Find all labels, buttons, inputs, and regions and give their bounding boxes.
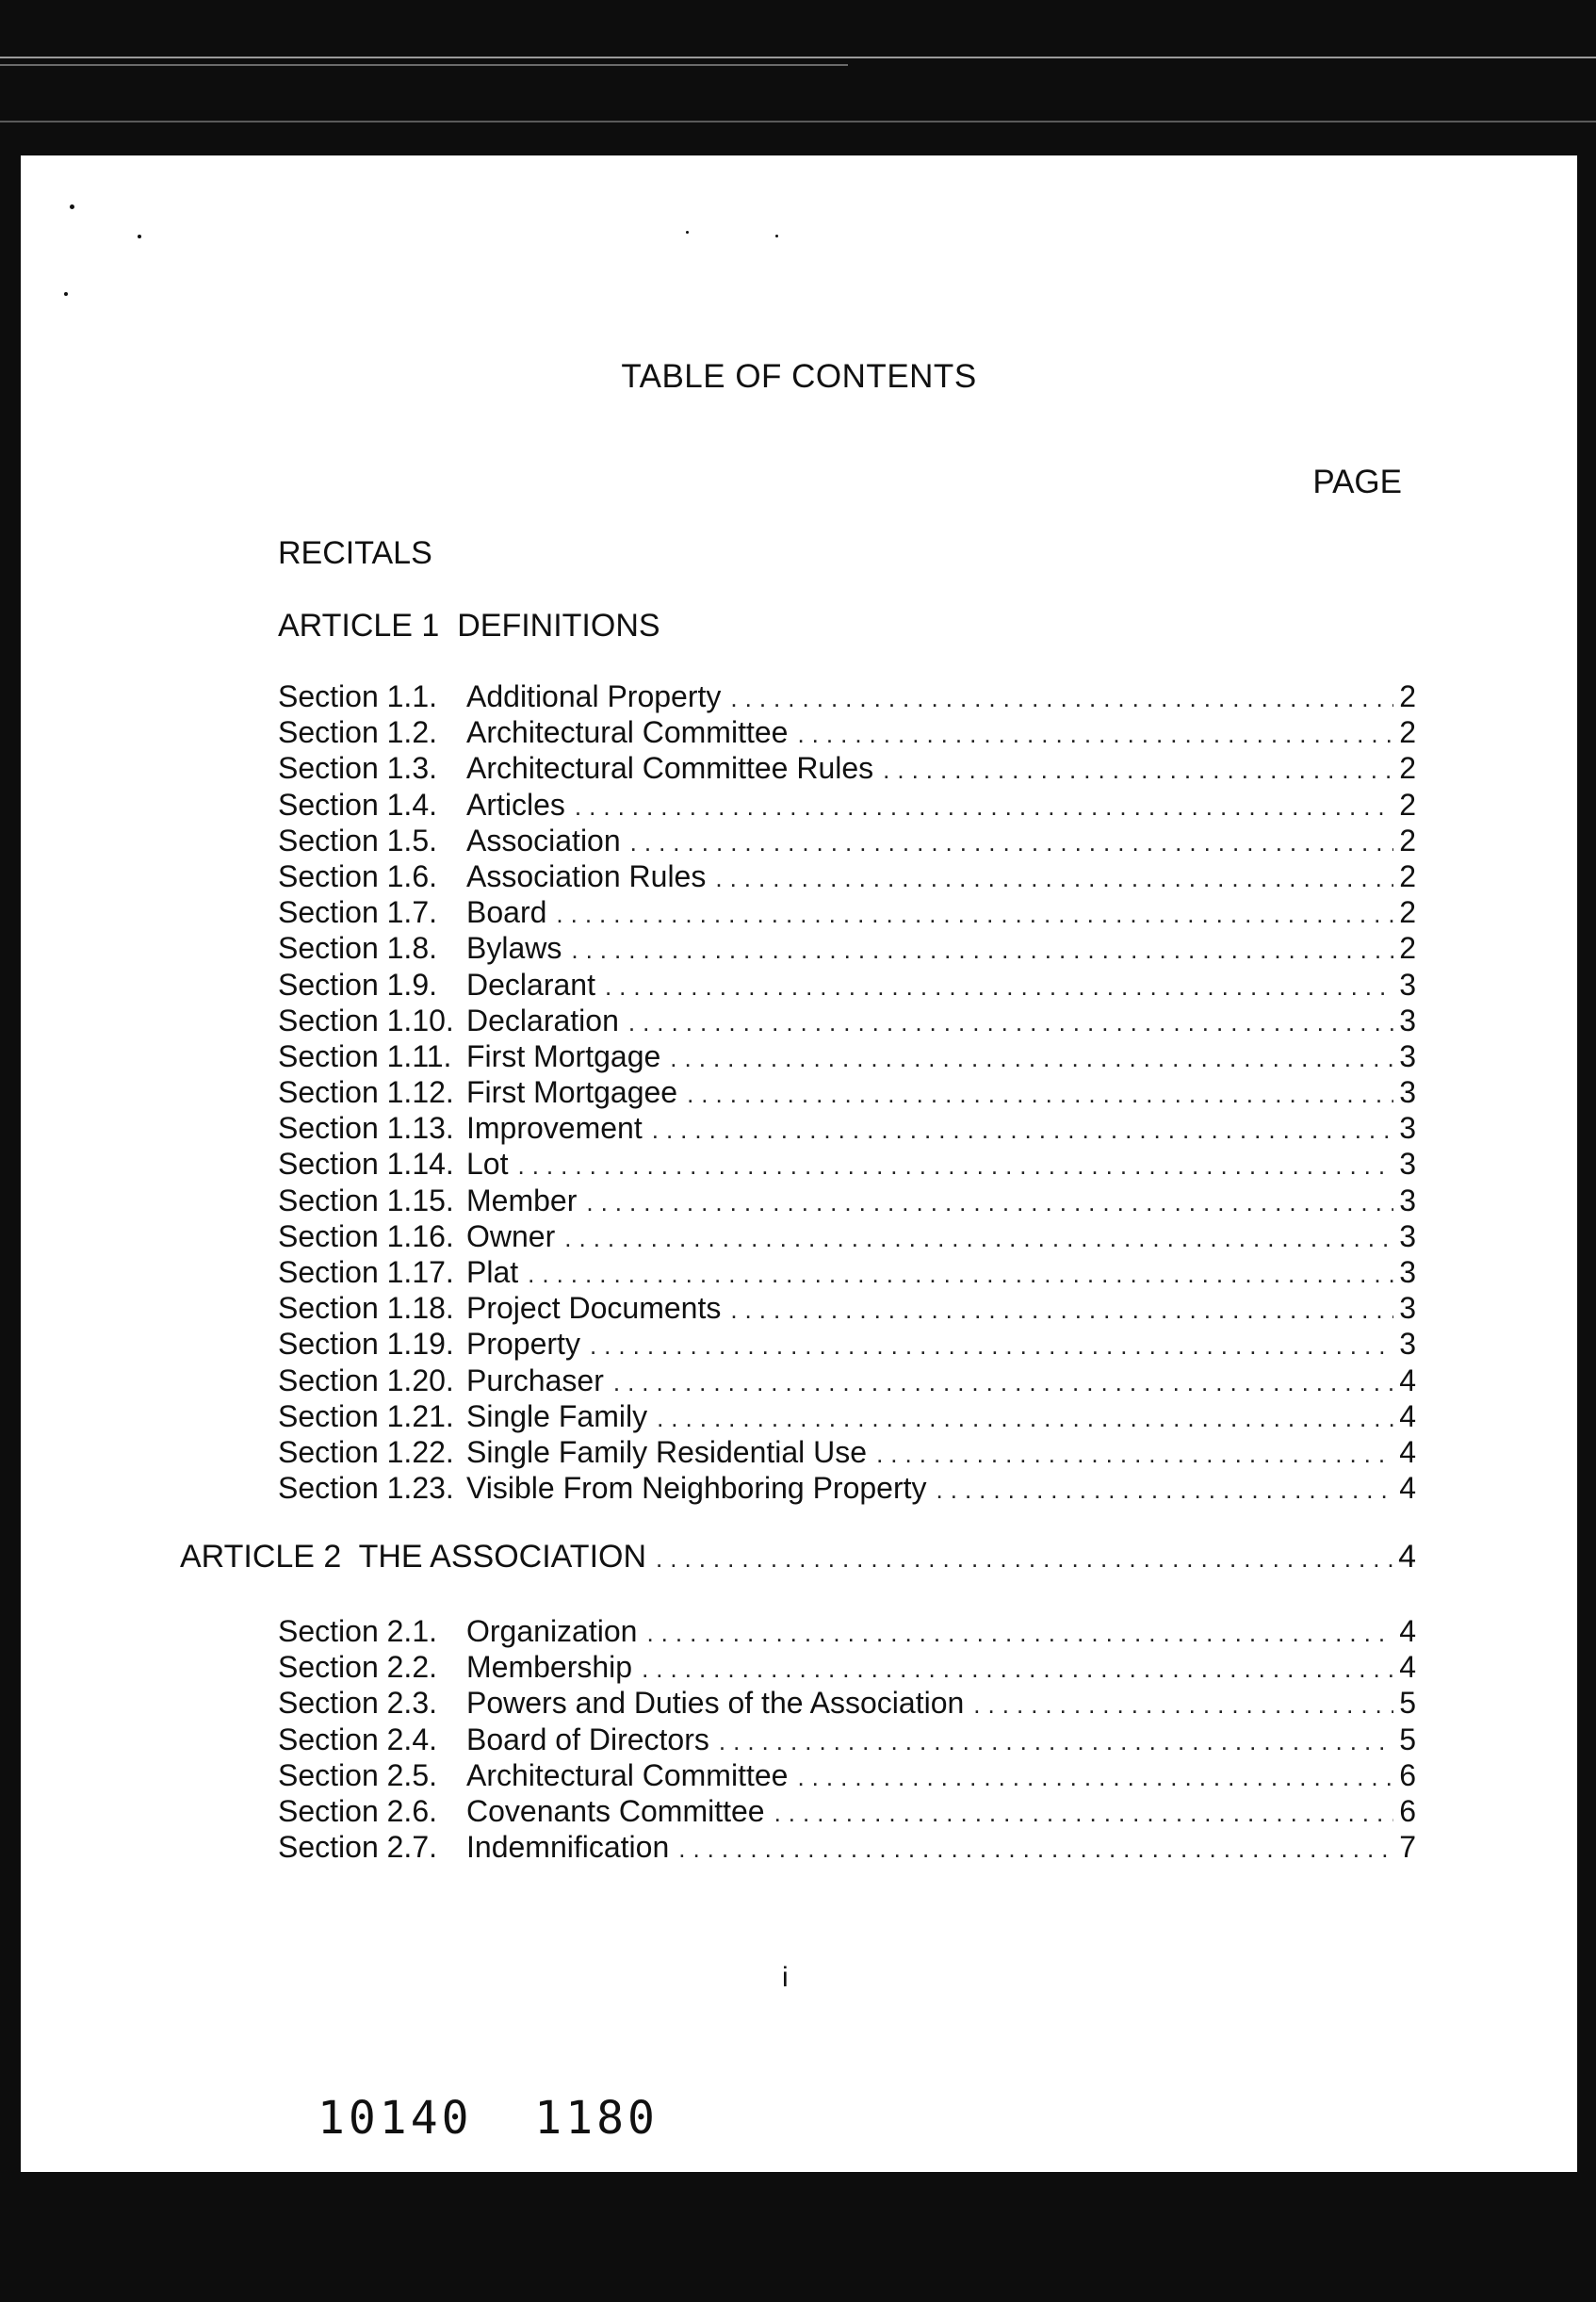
section-number: Section 1.22. bbox=[278, 1434, 454, 1469]
section-title: Purchaser bbox=[466, 1363, 604, 1397]
section-title: Property bbox=[466, 1327, 580, 1362]
section-title: Project Documents bbox=[466, 1291, 722, 1326]
section-title: Declarant bbox=[466, 967, 595, 1002]
section-number: Section 1.16. bbox=[278, 1218, 454, 1253]
section-page: 2 bbox=[1399, 787, 1416, 822]
dot-leader bbox=[657, 1404, 1393, 1433]
toc-row bbox=[278, 1614, 1416, 1650]
section-page: 6 bbox=[1399, 1793, 1416, 1828]
toc-row bbox=[278, 1471, 1416, 1507]
toc-row bbox=[278, 1327, 1416, 1363]
section-number: Section 1.5. bbox=[278, 823, 437, 857]
dot-leader bbox=[605, 972, 1393, 1002]
section-page: 2 bbox=[1399, 751, 1416, 786]
article-1-section-list bbox=[278, 679, 1416, 1507]
article-2-section-list bbox=[278, 1614, 1416, 1866]
dot-leader bbox=[876, 1440, 1393, 1469]
section-title: Single Family Residential Use bbox=[466, 1434, 868, 1469]
section-number: Section 1.9. bbox=[278, 967, 437, 1002]
section-title: Architectural Committee Rules bbox=[466, 751, 874, 786]
toc-row bbox=[278, 1435, 1416, 1471]
section-page: 6 bbox=[1399, 1757, 1416, 1792]
section-page: 3 bbox=[1399, 1003, 1416, 1037]
page-number: i bbox=[782, 1962, 789, 1993]
section-page: 3 bbox=[1399, 1183, 1416, 1217]
toc-row bbox=[278, 968, 1416, 1004]
section-number: Section 1.14. bbox=[278, 1147, 454, 1182]
section-title: Improvement bbox=[466, 1111, 643, 1146]
section-number: Section 1.18. bbox=[278, 1291, 454, 1326]
toc-row bbox=[278, 1111, 1416, 1147]
dot-leader bbox=[586, 1188, 1393, 1217]
section-title: Board of Directors bbox=[466, 1722, 709, 1756]
toc-row bbox=[278, 1147, 1416, 1183]
section-number: Section 1.3. bbox=[278, 751, 437, 786]
section-title: Powers and Duties of the Association bbox=[466, 1686, 965, 1721]
toc-row bbox=[278, 859, 1416, 895]
toc-row bbox=[278, 788, 1416, 824]
section-page: 4 bbox=[1399, 1363, 1416, 1397]
page-title: TABLE OF CONTENTS bbox=[621, 358, 977, 395]
toc-row bbox=[278, 895, 1416, 931]
toc-row bbox=[278, 931, 1416, 967]
section-number: Section 2.1. bbox=[278, 1614, 437, 1648]
page-column-label: PAGE bbox=[1312, 464, 1402, 500]
section-number: Section 2.3. bbox=[278, 1686, 437, 1721]
section-number: Section 2.5. bbox=[278, 1757, 437, 1792]
toc-row bbox=[278, 1722, 1416, 1758]
section-number: Section 1.7. bbox=[278, 895, 437, 930]
section-title: Visible From Neighboring Property bbox=[466, 1471, 927, 1506]
section-page: 3 bbox=[1399, 1291, 1416, 1326]
scan-border bbox=[0, 0, 1596, 155]
section-number: Section 2.4. bbox=[278, 1722, 437, 1756]
section-page: 2 bbox=[1399, 858, 1416, 893]
section-title: Board bbox=[466, 895, 547, 930]
dot-leader bbox=[628, 1008, 1393, 1037]
section-page: 3 bbox=[1399, 1327, 1416, 1362]
section-title: First Mortgage bbox=[466, 1038, 661, 1073]
section-title: Association bbox=[466, 823, 621, 857]
section-title: First Mortgagee bbox=[466, 1075, 678, 1110]
toc-row bbox=[278, 1255, 1416, 1291]
scan-speck bbox=[775, 235, 778, 237]
dot-leader bbox=[646, 1619, 1393, 1648]
section-page: 3 bbox=[1399, 1218, 1416, 1253]
dot-leader bbox=[656, 1544, 1393, 1574]
section-title: Single Family bbox=[466, 1398, 648, 1433]
dot-leader bbox=[575, 792, 1393, 822]
scan-speck bbox=[70, 204, 74, 209]
section-title: Member bbox=[466, 1183, 578, 1217]
dot-leader bbox=[630, 828, 1393, 857]
section-page: 3 bbox=[1399, 1038, 1416, 1073]
section-page: 3 bbox=[1399, 1111, 1416, 1146]
dot-leader bbox=[571, 936, 1393, 965]
dot-leader bbox=[556, 900, 1393, 929]
section-page: 2 bbox=[1399, 679, 1416, 713]
section-number: Section 1.12. bbox=[278, 1075, 454, 1110]
dot-leader bbox=[730, 1296, 1393, 1325]
section-page: 3 bbox=[1399, 967, 1416, 1002]
toc-row bbox=[278, 1830, 1416, 1866]
article-2-page: 4 bbox=[1398, 1539, 1416, 1575]
toc-row bbox=[180, 1539, 1416, 1580]
section-number: Section 1.19. bbox=[278, 1327, 454, 1362]
section-page: 3 bbox=[1399, 1075, 1416, 1110]
section-page: 3 bbox=[1399, 1255, 1416, 1289]
recitals-heading: RECITALS bbox=[278, 535, 432, 571]
toc-row bbox=[278, 751, 1416, 787]
section-page: 2 bbox=[1399, 715, 1416, 750]
toc-row bbox=[278, 715, 1416, 751]
toc-row bbox=[278, 1758, 1416, 1794]
section-page: 4 bbox=[1399, 1471, 1416, 1506]
section-title: Declaration bbox=[466, 1003, 619, 1037]
section-number: Section 1.6. bbox=[278, 858, 437, 893]
dot-leader bbox=[730, 684, 1393, 713]
section-title: Lot bbox=[466, 1147, 509, 1182]
dot-leader bbox=[774, 1799, 1393, 1828]
scan-artifact-line bbox=[0, 121, 1596, 122]
section-number: Section 1.23. bbox=[278, 1471, 454, 1506]
section-number: Section 1.21. bbox=[278, 1398, 454, 1433]
section-number: Section 1.20. bbox=[278, 1363, 454, 1397]
section-title: Indemnification bbox=[466, 1830, 670, 1865]
dot-leader bbox=[528, 1260, 1393, 1289]
document-stamp: 10140 1180 bbox=[318, 2092, 659, 2145]
dot-leader bbox=[613, 1368, 1393, 1397]
section-title: Plat bbox=[466, 1255, 519, 1289]
section-title: Bylaws bbox=[466, 931, 562, 966]
section-number: Section 1.11. bbox=[278, 1038, 452, 1073]
toc-row bbox=[278, 1219, 1416, 1255]
section-page: 2 bbox=[1399, 895, 1416, 930]
toc-row bbox=[278, 1363, 1416, 1399]
toc-row bbox=[278, 1039, 1416, 1075]
toc-row bbox=[278, 1650, 1416, 1686]
section-title: Owner bbox=[466, 1218, 556, 1253]
dot-leader bbox=[687, 1080, 1393, 1109]
scan-speck bbox=[686, 231, 689, 234]
scan-artifact-line bbox=[0, 57, 1596, 58]
section-title: Covenants Committee bbox=[466, 1793, 765, 1828]
section-title: Architectural Committee bbox=[466, 715, 789, 750]
section-number: Section 2.2. bbox=[278, 1650, 437, 1685]
toc-row bbox=[278, 679, 1416, 715]
section-number: Section 2.7. bbox=[278, 1830, 437, 1865]
section-page: 4 bbox=[1399, 1650, 1416, 1685]
dot-leader bbox=[719, 1727, 1393, 1756]
article-2-heading: ARTICLE 2 THE ASSOCIATION bbox=[180, 1539, 647, 1575]
section-page: 5 bbox=[1399, 1722, 1416, 1756]
section-page: 7 bbox=[1399, 1830, 1416, 1865]
section-title: Additional Property bbox=[466, 679, 722, 713]
dot-leader bbox=[670, 1044, 1393, 1073]
toc-row bbox=[278, 824, 1416, 859]
section-page: 3 bbox=[1399, 1147, 1416, 1182]
dot-leader bbox=[973, 1690, 1393, 1720]
article-1-heading: ARTICLE 1 DEFINITIONS bbox=[278, 608, 660, 644]
toc-row bbox=[278, 1184, 1416, 1219]
dot-leader bbox=[642, 1655, 1393, 1684]
scan-speck bbox=[138, 235, 141, 238]
section-title: Association Rules bbox=[466, 858, 707, 893]
section-number: Section 1.1. bbox=[278, 679, 437, 713]
toc-row bbox=[278, 1794, 1416, 1830]
dot-leader bbox=[517, 1151, 1393, 1181]
scan-artifact-line bbox=[0, 64, 848, 66]
dot-leader bbox=[564, 1224, 1393, 1253]
section-title: Architectural Committee bbox=[466, 1757, 789, 1792]
section-number: Section 1.4. bbox=[278, 787, 437, 822]
section-page: 4 bbox=[1399, 1614, 1416, 1648]
dot-leader bbox=[678, 1835, 1393, 1864]
dot-leader bbox=[797, 720, 1393, 749]
scan-speck bbox=[64, 292, 68, 296]
section-page: 4 bbox=[1399, 1398, 1416, 1433]
dot-leader bbox=[797, 1763, 1393, 1792]
dot-leader bbox=[936, 1476, 1393, 1505]
article-2-row bbox=[180, 1539, 1416, 1580]
section-page: 2 bbox=[1399, 823, 1416, 857]
section-page: 4 bbox=[1399, 1434, 1416, 1469]
section-title: Organization bbox=[466, 1614, 638, 1648]
section-number: Section 2.6. bbox=[278, 1793, 437, 1828]
section-page: 2 bbox=[1399, 931, 1416, 966]
section-title: Membership bbox=[466, 1650, 633, 1685]
dot-leader bbox=[652, 1116, 1393, 1145]
toc-row bbox=[278, 1686, 1416, 1722]
section-number: Section 1.2. bbox=[278, 715, 437, 750]
section-number: Section 1.10. bbox=[278, 1003, 454, 1037]
section-number: Section 1.15. bbox=[278, 1183, 454, 1217]
section-page: 5 bbox=[1399, 1686, 1416, 1721]
section-number: Section 1.8. bbox=[278, 931, 437, 966]
document-page bbox=[21, 155, 1577, 2172]
toc-row bbox=[278, 1399, 1416, 1435]
toc-row bbox=[278, 1291, 1416, 1327]
section-number: Section 1.13. bbox=[278, 1111, 454, 1146]
toc-row bbox=[278, 1075, 1416, 1111]
section-title: Articles bbox=[466, 787, 565, 822]
dot-leader bbox=[883, 756, 1393, 785]
toc-row bbox=[278, 1004, 1416, 1039]
dot-leader bbox=[715, 864, 1393, 893]
dot-leader bbox=[590, 1331, 1393, 1361]
section-number: Section 1.17. bbox=[278, 1255, 454, 1289]
